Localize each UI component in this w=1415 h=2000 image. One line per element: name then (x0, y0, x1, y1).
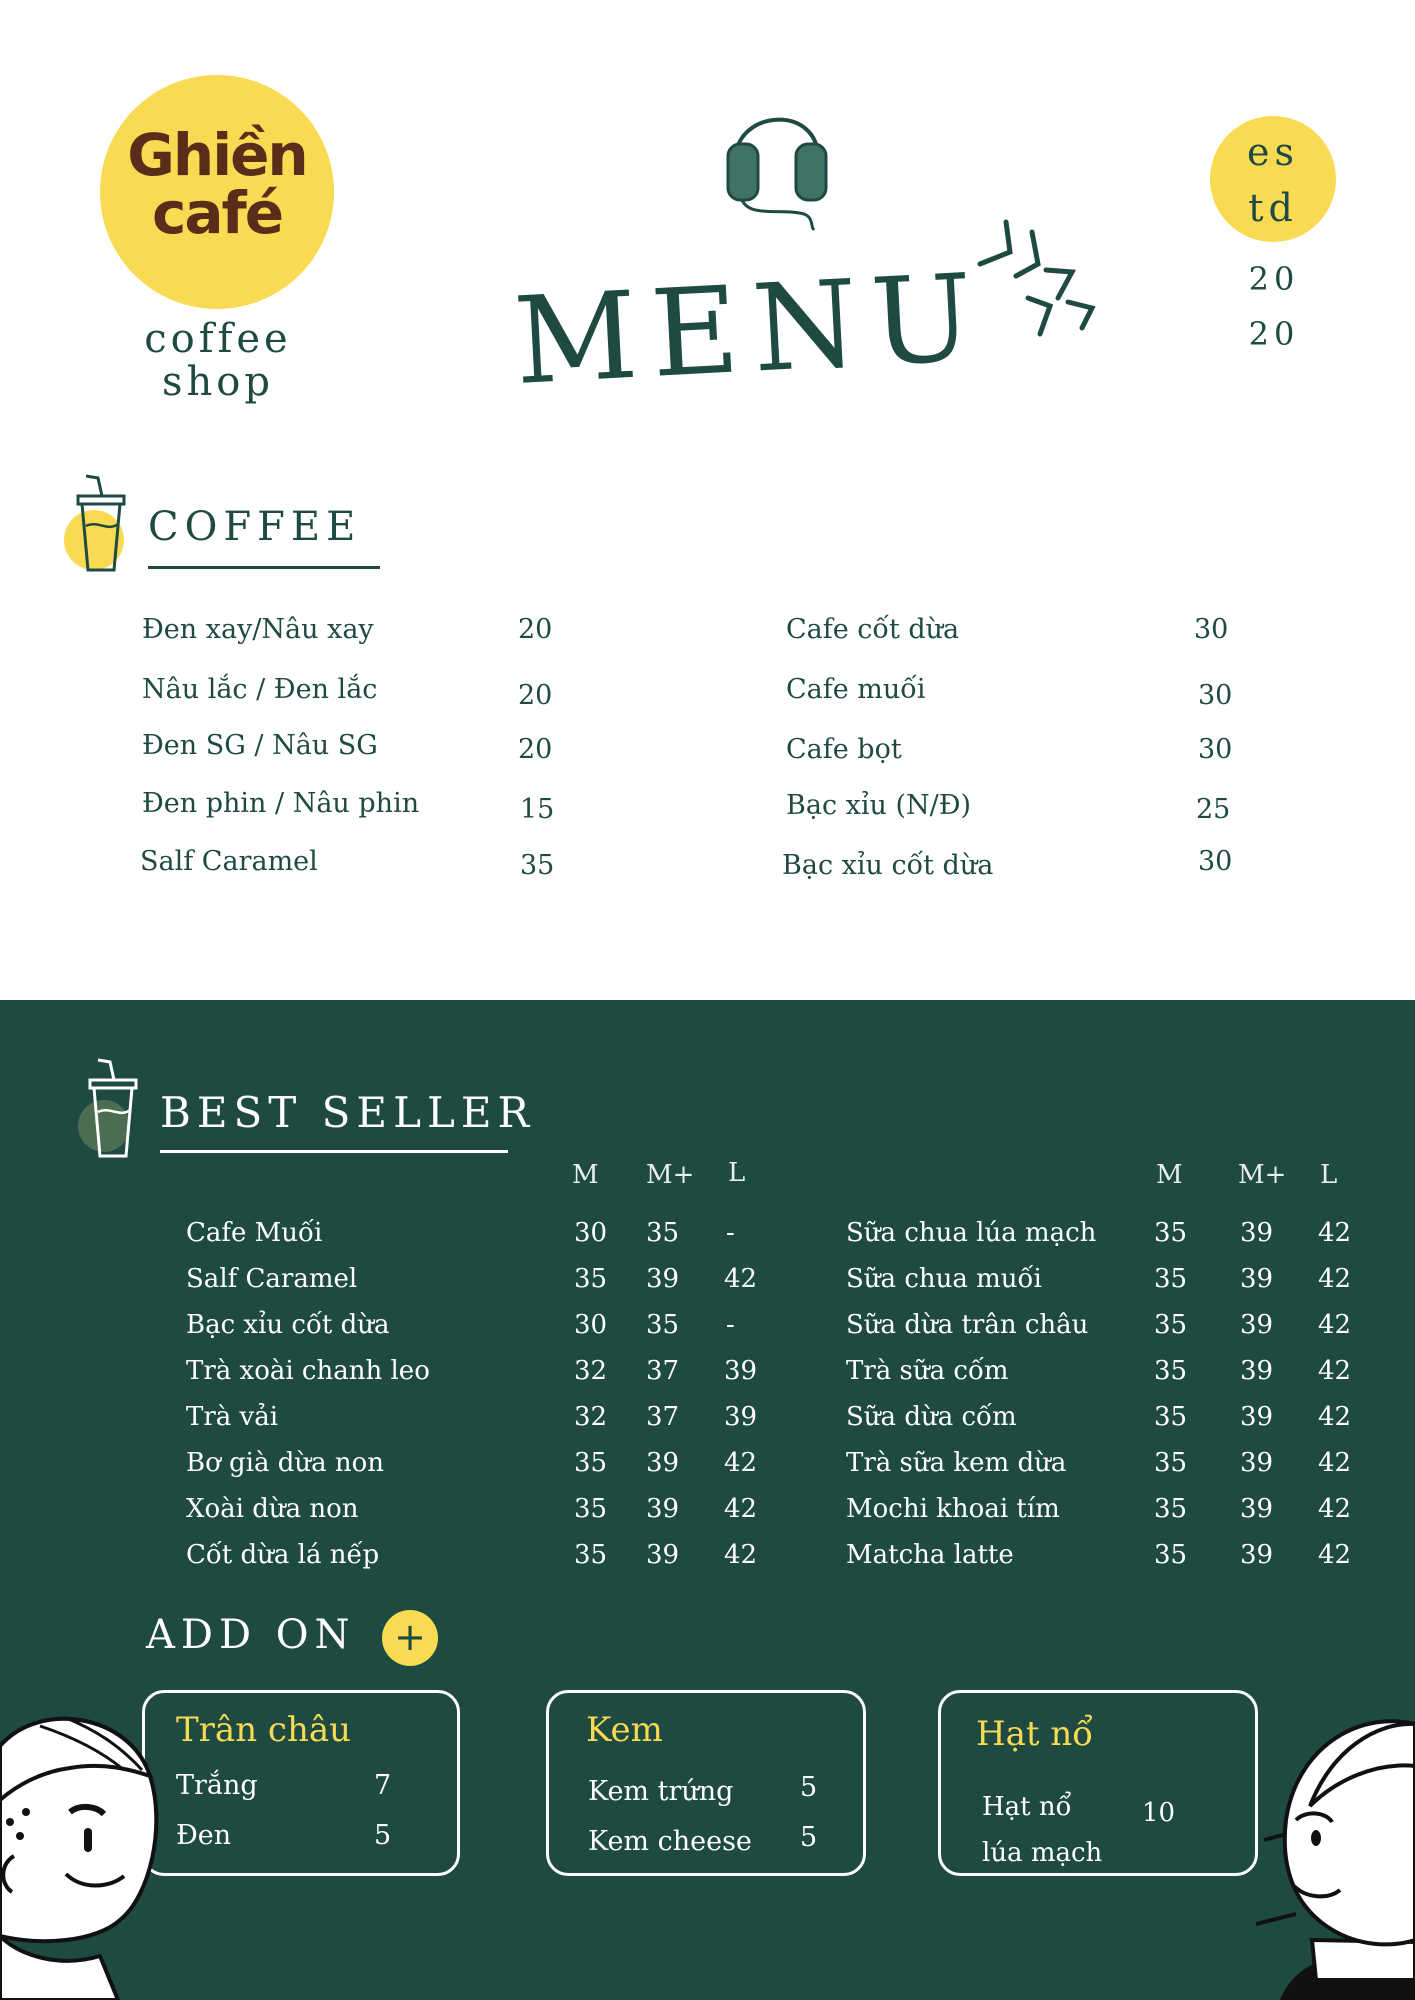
price-l: 39 (724, 1356, 758, 1386)
cup-icon (62, 474, 138, 574)
add-on-item-name-line1: Hạt nổ (982, 1792, 1072, 1822)
best-seller-item-name: Xoài dừa non (186, 1494, 359, 1524)
price-mplus: 39 (646, 1264, 680, 1294)
coffee-item-price: 30 (1198, 846, 1233, 877)
coffee-item-price: 25 (1196, 794, 1231, 825)
add-on-item-price: 5 (800, 1772, 818, 1803)
coffee-item-name: Bạc xỉu cốt dừa (782, 850, 994, 881)
price-mplus: 39 (1240, 1356, 1274, 1386)
shop-label-line2: shop (162, 359, 274, 405)
best-seller-item-name: Bạc xỉu cốt dừa (186, 1310, 390, 1340)
coffee-item-name: Salf Caramel (140, 846, 318, 877)
add-on-box-title: Kem (586, 1710, 663, 1750)
add-on-box-title: Trân châu (176, 1710, 352, 1750)
coffee-section-heading: COFFEE (148, 504, 362, 550)
price-l: - (726, 1218, 735, 1248)
best-seller-item-name: Bơ già dừa non (186, 1448, 385, 1478)
coffee-item-price: 15 (520, 794, 555, 825)
best-seller-item-name: Cafe Muối (186, 1218, 323, 1248)
coffee-item-name: Cafe muối (786, 674, 926, 705)
price-mplus: 39 (1240, 1218, 1274, 1248)
established-badge-line1: es (1247, 130, 1299, 174)
price-mplus: 35 (646, 1218, 680, 1248)
established-year-line2: 20 (1248, 315, 1300, 353)
price-m: 35 (1154, 1310, 1188, 1340)
smiling-boy-illustration (0, 1706, 166, 2000)
size-header-mplus: M+ (1238, 1160, 1287, 1190)
price-mplus: 39 (1240, 1264, 1274, 1294)
plus-icon: + (382, 1610, 438, 1666)
coffee-item-name: Cafe bọt (786, 734, 902, 765)
coffee-item-price: 35 (520, 850, 555, 881)
price-m: 35 (1154, 1402, 1188, 1432)
add-on-item-price: 5 (374, 1820, 392, 1851)
size-header-m: M (1156, 1160, 1183, 1190)
best-seller-item-name: Cốt dừa lá nếp (186, 1540, 380, 1570)
price-m: 35 (1154, 1218, 1188, 1248)
coffee-item-price: 30 (1198, 680, 1233, 711)
size-header-m: M (572, 1160, 599, 1190)
best-seller-item-name: Sữa chua muối (846, 1264, 1042, 1294)
price-mplus: 39 (1240, 1448, 1274, 1478)
price-l: 42 (724, 1540, 758, 1570)
price-mplus: 39 (1240, 1540, 1274, 1570)
add-on-item-name: Trắng (176, 1770, 258, 1801)
coffee-item-price: 30 (1194, 614, 1229, 645)
add-on-item-name-line2: lúa mạch (982, 1838, 1103, 1868)
best-seller-heading: BEST SELLER (160, 1088, 536, 1137)
best-seller-heading-underline (160, 1150, 508, 1153)
price-l: 42 (724, 1494, 758, 1524)
price-l: 42 (1318, 1310, 1352, 1340)
logo-text-cafe: café (151, 179, 283, 247)
price-mplus: 39 (646, 1448, 680, 1478)
logo (100, 75, 334, 309)
coffee-item-price: 20 (518, 680, 553, 711)
price-l: 42 (1318, 1540, 1352, 1570)
price-l: 42 (1318, 1264, 1352, 1294)
coffee-item-price: 20 (518, 734, 553, 765)
price-l: - (726, 1310, 735, 1340)
price-l: 42 (1318, 1494, 1352, 1524)
price-l: 42 (1318, 1448, 1352, 1478)
price-m: 35 (1154, 1448, 1188, 1478)
price-m: 35 (1154, 1540, 1188, 1570)
price-l: 39 (724, 1402, 758, 1432)
best-seller-item-name: Mochi khoai tím (846, 1494, 1060, 1524)
best-seller-item-name: Salf Caramel (186, 1264, 358, 1294)
size-header-l: L (1320, 1160, 1338, 1190)
size-header-mplus: M+ (646, 1160, 695, 1190)
established-year-line1: 20 (1248, 260, 1300, 298)
price-mplus: 37 (646, 1356, 680, 1386)
price-m: 35 (1154, 1494, 1188, 1524)
coffee-item-name: Đen xay/Nâu xay (142, 614, 374, 645)
best-seller-item-name: Trà sữa kem dừa (846, 1448, 1067, 1478)
coffee-item-price: 20 (518, 614, 553, 645)
established-badge (1210, 116, 1336, 242)
coffee-heading-underline (148, 566, 380, 569)
best-seller-item-name: Trà vải (186, 1402, 279, 1432)
best-seller-item-name: Trà xoài chanh leo (186, 1356, 430, 1386)
price-l: 42 (724, 1264, 758, 1294)
price-m: 35 (574, 1264, 608, 1294)
price-mplus: 39 (1240, 1310, 1274, 1340)
logo-text-ghien: Ghiền (127, 121, 307, 189)
price-mplus: 39 (646, 1540, 680, 1570)
price-l: 42 (1318, 1356, 1352, 1386)
best-seller-item-name: Sữa dừa trân châu (846, 1310, 1089, 1340)
price-l: 42 (1318, 1402, 1352, 1432)
price-mplus: 39 (1240, 1494, 1274, 1524)
coffee-item-name: Nâu lắc / Đen lắc (142, 674, 378, 705)
cup-outline-icon (74, 1058, 150, 1160)
shop-label-line1: coffee (144, 316, 292, 362)
price-m: 35 (1154, 1264, 1188, 1294)
add-on-item-price: 10 (1142, 1798, 1176, 1828)
best-seller-item-name: Trà sữa cốm (846, 1356, 1009, 1386)
coffee-item-name: Cafe cốt dừa (786, 614, 960, 645)
price-m: 32 (574, 1356, 608, 1386)
price-m: 30 (574, 1310, 608, 1340)
coffee-item-name: Đen SG / Nâu SG (142, 730, 378, 761)
price-mplus: 37 (646, 1402, 680, 1432)
established-year (1232, 252, 1316, 362)
price-mplus: 39 (1240, 1402, 1274, 1432)
price-m: 35 (574, 1494, 608, 1524)
price-l: 42 (724, 1448, 758, 1478)
headphones-icon (722, 92, 832, 232)
add-on-item-name: Kem cheese (588, 1826, 752, 1857)
add-on-box-title: Hạt nổ (976, 1714, 1094, 1754)
add-on-heading: ADD ON (146, 1612, 356, 1658)
smiling-girl-illustration (1236, 1710, 1415, 2000)
best-seller-item-name: Sữa chua lúa mạch (846, 1218, 1097, 1248)
burst-doodle-icon (976, 212, 1102, 342)
price-m: 35 (574, 1448, 608, 1478)
price-mplus: 39 (646, 1494, 680, 1524)
add-on-item-price: 5 (800, 1822, 818, 1853)
price-l: 42 (1318, 1218, 1352, 1248)
established-badge-line2: td (1248, 186, 1298, 230)
size-header-l: L (728, 1158, 746, 1188)
best-seller-item-name: Sữa dừa cốm (846, 1402, 1017, 1432)
coffee-item-name: Bạc xỉu (N/Đ) (786, 790, 972, 821)
best-seller-item-name: Matcha latte (846, 1540, 1014, 1570)
menu-title: MENU (510, 248, 991, 412)
price-m: 30 (574, 1218, 608, 1248)
add-on-item-price: 7 (374, 1770, 392, 1801)
price-m: 35 (1154, 1356, 1188, 1386)
price-m: 35 (574, 1540, 608, 1570)
add-on-item-name: Đen (176, 1820, 232, 1851)
price-mplus: 35 (646, 1310, 680, 1340)
coffee-item-price: 30 (1198, 734, 1233, 765)
add-on-item-name: Kem trứng (588, 1776, 734, 1807)
coffee-item-name: Đen phin / Nâu phin (142, 788, 420, 819)
shop-label (120, 318, 316, 404)
price-m: 32 (574, 1402, 608, 1432)
